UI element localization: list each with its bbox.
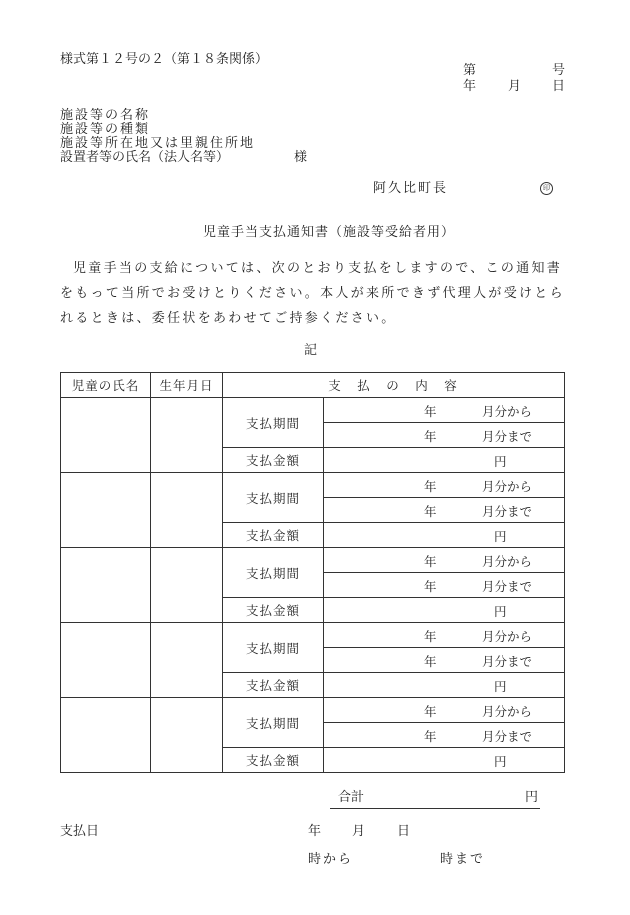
payment-time-from: 時から xyxy=(308,852,354,867)
seal-mark xyxy=(540,181,553,197)
amount-cell xyxy=(324,748,565,773)
period-to-year: 年 xyxy=(424,729,437,744)
birth-date-cell xyxy=(151,548,223,623)
payment-day-month: 月 xyxy=(352,824,366,839)
amount-label: 支払金額 xyxy=(223,523,324,548)
period-from-month: 月分から xyxy=(482,479,533,494)
period-from-cell xyxy=(324,548,565,573)
table-row xyxy=(61,698,565,723)
doc-number-prefix: 第 xyxy=(463,63,477,78)
period-from-cell xyxy=(324,698,565,723)
period-to-month: 月分まで xyxy=(482,729,533,744)
period-to-month: 月分まで xyxy=(482,654,533,669)
operator-name-label: 設置者等の氏名（法人名等） xyxy=(60,150,230,165)
doc-number-suffix: 号 xyxy=(552,63,566,78)
payment-day-label: 支払日 xyxy=(60,824,100,839)
amount-cell xyxy=(324,523,565,548)
child-name-cell xyxy=(61,623,151,698)
seal-icon: 印 xyxy=(540,182,553,195)
amount-label: 支払金額 xyxy=(223,448,324,473)
total-label: 合計 xyxy=(338,790,365,805)
table-row xyxy=(61,398,565,423)
birth-date-cell xyxy=(151,398,223,473)
facility-type-label: 施設等の種類 xyxy=(60,122,151,137)
facility-address-label: 施設等所在地又は里親住所地 xyxy=(60,136,256,151)
period-from-year: 年 xyxy=(424,704,437,719)
amount-yen: 円 xyxy=(494,529,507,544)
facility-name-label: 施設等の名称 xyxy=(60,108,151,123)
period-label: 支払期間 xyxy=(223,398,324,448)
period-to-cell xyxy=(324,423,565,448)
period-from-month: 月分から xyxy=(482,554,533,569)
birth-date-cell xyxy=(151,623,223,698)
header-payment-content: 支 払 の 内 容 xyxy=(223,373,565,398)
period-to-month: 月分まで xyxy=(482,504,533,519)
notice-body: 児童手当の支給については、次のとおり支払をしますので、この通知書をもって当所でお受けとりください。本人が来所できず代理人が受けとられるときは、委任状をあわせてご持参ください。 xyxy=(60,261,565,326)
amount-yen: 円 xyxy=(494,754,507,769)
payment-day-day: 日 xyxy=(397,824,411,839)
period-from-year: 年 xyxy=(424,404,437,419)
amount-label: 支払金額 xyxy=(223,598,324,623)
table-header-row xyxy=(61,373,565,398)
header-child-name: 児童の氏名 xyxy=(61,373,151,398)
header-birth-date: 生年月日 xyxy=(151,373,223,398)
payment-table xyxy=(60,372,565,773)
amount-yen: 円 xyxy=(494,454,507,469)
total-line xyxy=(330,790,540,809)
ki-mark: 記 xyxy=(304,343,318,358)
period-to-cell xyxy=(324,498,565,523)
amount-cell xyxy=(324,448,565,473)
period-to-cell xyxy=(324,573,565,598)
period-to-cell xyxy=(324,723,565,748)
period-from-cell xyxy=(324,623,565,648)
period-to-month: 月分まで xyxy=(482,579,533,594)
child-name-cell xyxy=(61,398,151,473)
period-label: 支払期間 xyxy=(223,548,324,598)
period-to-cell xyxy=(324,648,565,673)
birth-date-cell xyxy=(151,473,223,548)
period-to-year: 年 xyxy=(424,429,437,444)
amount-label: 支払金額 xyxy=(223,748,324,773)
child-name-cell xyxy=(61,473,151,548)
amount-yen: 円 xyxy=(494,679,507,694)
document-title: 児童手当支払通知書（施設等受給者用） xyxy=(203,225,456,240)
payment-day-year: 年 xyxy=(308,824,322,839)
amount-cell xyxy=(324,673,565,698)
period-from-year: 年 xyxy=(424,629,437,644)
child-name-cell xyxy=(61,698,151,773)
period-to-year: 年 xyxy=(424,654,437,669)
table-row xyxy=(61,473,565,498)
amount-cell xyxy=(324,598,565,623)
period-to-month: 月分まで xyxy=(482,429,533,444)
child-name-cell xyxy=(61,548,151,623)
form-number: 様式第１２号の２（第１８条関係） xyxy=(60,52,269,67)
date-day: 日 xyxy=(552,79,566,94)
period-from-year: 年 xyxy=(424,554,437,569)
amount-label: 支払金額 xyxy=(223,673,324,698)
table-row xyxy=(61,548,565,573)
honorific: 様 xyxy=(294,150,308,165)
period-to-year: 年 xyxy=(424,504,437,519)
period-label: 支払期間 xyxy=(223,473,324,523)
total-yen: 円 xyxy=(525,790,539,805)
date-month: 月 xyxy=(508,79,522,94)
date-year: 年 xyxy=(463,79,477,94)
period-to-year: 年 xyxy=(424,579,437,594)
birth-date-cell xyxy=(151,698,223,773)
amount-yen: 円 xyxy=(494,604,507,619)
period-from-month: 月分から xyxy=(482,404,533,419)
period-from-cell xyxy=(324,398,565,423)
period-from-month: 月分から xyxy=(482,704,533,719)
period-from-cell xyxy=(324,473,565,498)
table-row xyxy=(61,623,565,648)
period-from-month: 月分から xyxy=(482,629,533,644)
issuer-name: 阿久比町長 xyxy=(373,181,449,196)
payment-time-to: 時まで xyxy=(440,852,486,867)
period-label: 支払期間 xyxy=(223,623,324,673)
period-label: 支払期間 xyxy=(223,698,324,748)
period-from-year: 年 xyxy=(424,479,437,494)
